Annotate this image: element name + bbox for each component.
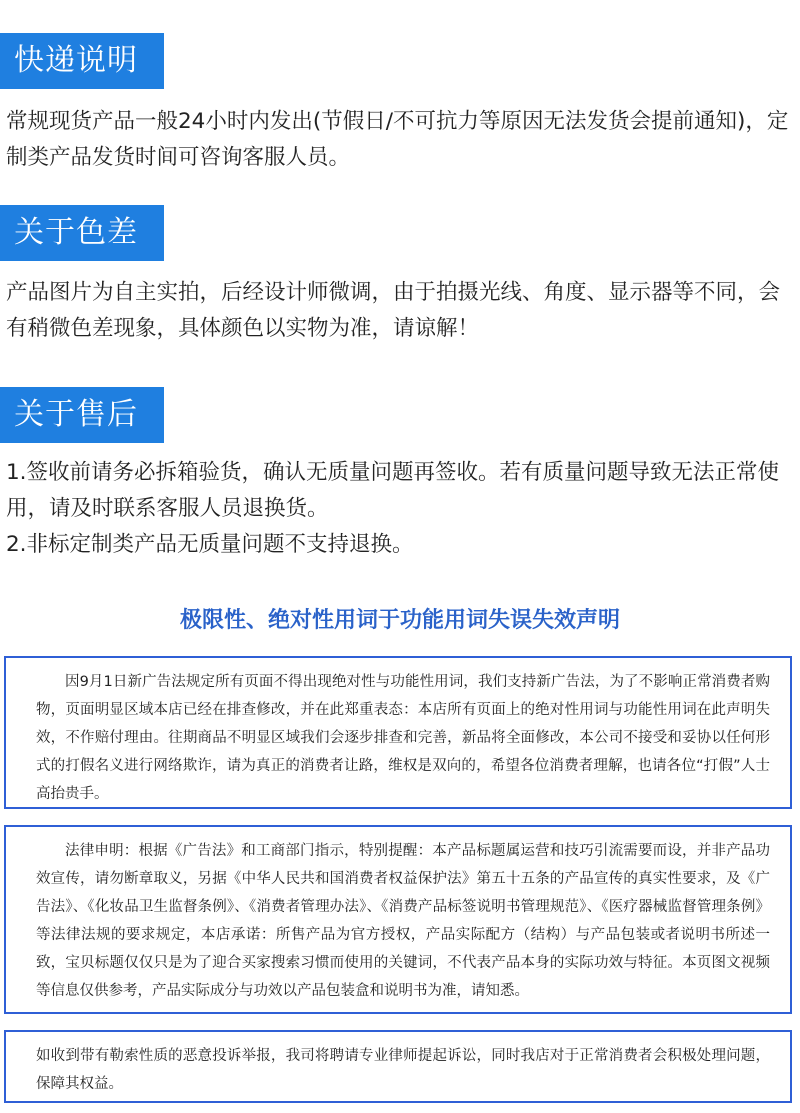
color-difference-text: [6, 275, 796, 347]
color-difference-heading: 关于色差: [0, 205, 164, 261]
notice-text: 因9月1日新广告法规定所有页面不得出现绝对性与功能性用词，我们支持新广告法，为了不影响正常消费者购物，页面明显区域本店已经在排查修改，并在此郑重表态：本店所有页面上的绝对性用词与功能性用词在此声明失效，不作赔付理由。往期商品不明显区域我们会逐步排查和完善，新品将全面修改，本公司不接受和妥协以任何形式的打假名义进行网络欺诈，请为真正的消费者让路，维权是双向的，希望各位消费者理解，也请各位“打假”人士高抬贵手。: [36, 674, 770, 802]
after-sales-item: 1.签收前请务必拆箱验货，确认无质量问题再签收。若有质量问题导致无法正常使用，请及时联系客服人员退换货。: [6, 460, 780, 521]
shipping-heading: 快递说明: [0, 33, 164, 89]
notice-box-advertising-law: [4, 656, 792, 809]
notice-text: 法律申明：根据《广告法》和工商部门指示，特别提醒：本产品标题属运营和技巧引流需要而设，并非产品功效宣传，请勿断章取义，另据《中华人民共和国消费者权益保护法》第五十五条的产品宣传的真实性要求，及《广告法》、《化妆品卫生监督条例》、《消费者管理办法》、《消费产品标签说明书管理规范》、《医疗器械监督管理条例》等法律法规的要求规定，本店承诺：所售产品为官方授权，产品实际配方（结构）与产品包装或者说明书所述一致，宝贝标题仅仅只是为了迎合买家搜索习惯而使用的关键词，不代表产品本身的实际功效与特征。本页图文视频等信息仅供参考，产品实际成分与功效以产品包装盒和说明书为准，请知悉。: [36, 843, 770, 999]
shipping-body: 常规现货产品一般24小时内发出(节假日/不可抗力等原因无法发货会提前通知)，定制类产品发货时间可咨询客服人员。: [6, 109, 789, 170]
notice-text: 如收到带有勒索性质的恶意投诉举报，我司将聘请专业律师提起诉讼，同时我店对于正常消费者会积极处理问题，保障其权益。: [36, 1048, 770, 1092]
after-sales-text: [6, 455, 796, 563]
shipping-text: [6, 104, 796, 176]
after-sales-item: 2.非标定制类产品无质量问题不支持退换。: [6, 532, 414, 557]
color-difference-body: 产品图片为自主实拍，后经设计师微调，由于拍摄光线、角度、显示器等不同，会有稍微色差现象，具体颜色以实物为准，请谅解！: [6, 280, 781, 341]
notice-box-complaint: [4, 1030, 792, 1103]
after-sales-heading: 关于售后: [0, 387, 164, 443]
statement-title: 极限性、绝对性用词于功能用词失误失效声明: [179, 608, 620, 633]
notice-box-legal-statement: [4, 825, 792, 1014]
